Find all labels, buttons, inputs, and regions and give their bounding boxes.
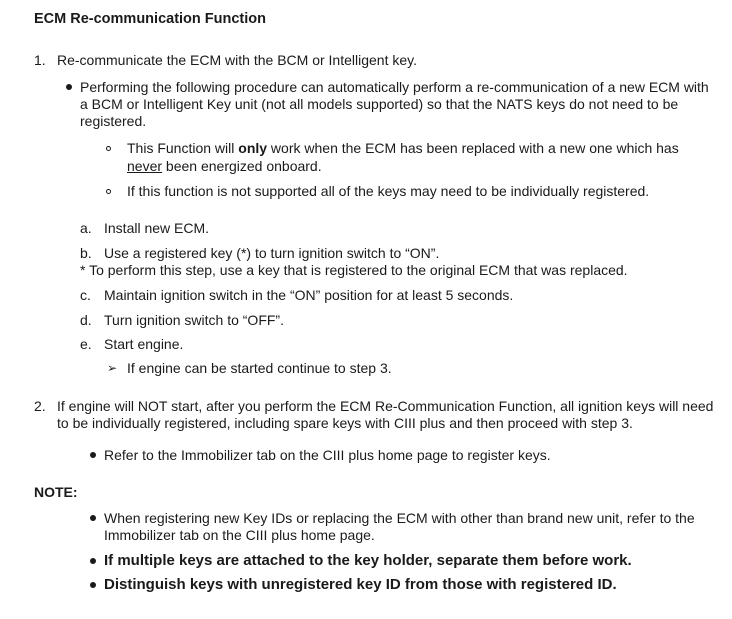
step-c-text: Maintain ignition switch in the “ON” position for at least 5 seconds. [104,287,514,303]
step-d-text: Turn ignition switch to “OFF”. [104,312,284,328]
bullet-dot-icon [66,84,72,90]
step-a-text: Install new ECM. [104,220,210,236]
note-bullet-3: Distinguish keys with unregistered key ID from those with registered ID. [104,576,617,593]
bullet-dot-icon [90,452,96,458]
step-a-letter: a. [80,220,92,236]
step-d-letter: d. [80,312,92,328]
sub-bullet-1-line1: This Function will only work when the ECM has been replaced with a new one which has [127,140,679,156]
step-e-letter: e. [80,336,92,352]
hollow-bullet-icon [106,146,111,151]
item-2-line1: If engine will NOT start, after you perform the ECM Re-Communication Function, all ignition keys will need [57,398,714,414]
item-2-line2: to be individually registered, including spare keys with CIII plus and then proceed with step 3. [57,415,633,431]
note-bullet-1-line1: When registering new Key IDs or replacing the ECM with other than brand new unit, refer to the [104,510,695,526]
note-bullet-1-line2: Immobilizer tab on the CIII plus home page. [104,527,375,543]
note-label: NOTE: [34,484,78,500]
sub-bullet-1-line2: never been energized onboard. [127,158,322,174]
step-c-letter: c. [80,287,91,303]
sub-bullet-2: If this function is not supported all of the keys may need to be individually registered. [127,183,650,199]
item-1-bullet-line1: Performing the following procedure can automatically perform a re-communication of a new ECM with [80,79,709,95]
step-b-text: Use a registered key (*) to turn ignition switch to “ON”. [104,245,440,261]
step-e-text: Start engine. [104,336,184,352]
page-title: ECM Re-communication Function [34,11,266,27]
arrow-bullet-icon: ➢ [107,361,118,375]
step-b-note: * To perform this step, use a key that is registered to the original ECM that was replaced. [80,262,628,278]
item-2-number: 2. [34,398,46,414]
bullet-dot-icon [90,515,96,521]
note-bullet-2: If multiple keys are attached to the key holder, separate them before work. [104,552,632,569]
item-1-number: 1. [34,52,46,68]
hollow-bullet-icon [106,189,111,194]
bullet-dot-icon [90,558,96,564]
bullet-dot-icon [90,582,96,588]
item-1-bullet-line3: registered. [80,113,147,129]
step-b-letter: b. [80,245,92,261]
item-2-bullet: Refer to the Immobilizer tab on the CIII plus home page to register keys. [104,447,551,463]
item-1-bullet-line2: a BCM or Intelligent Key unit (not all models supported) so that the NATS keys do not need to be [80,96,679,112]
step-e-sub: If engine can be started continue to step 3. [127,360,392,376]
item-1-text: Re-communicate the ECM with the BCM or Intelligent key. [57,52,417,68]
